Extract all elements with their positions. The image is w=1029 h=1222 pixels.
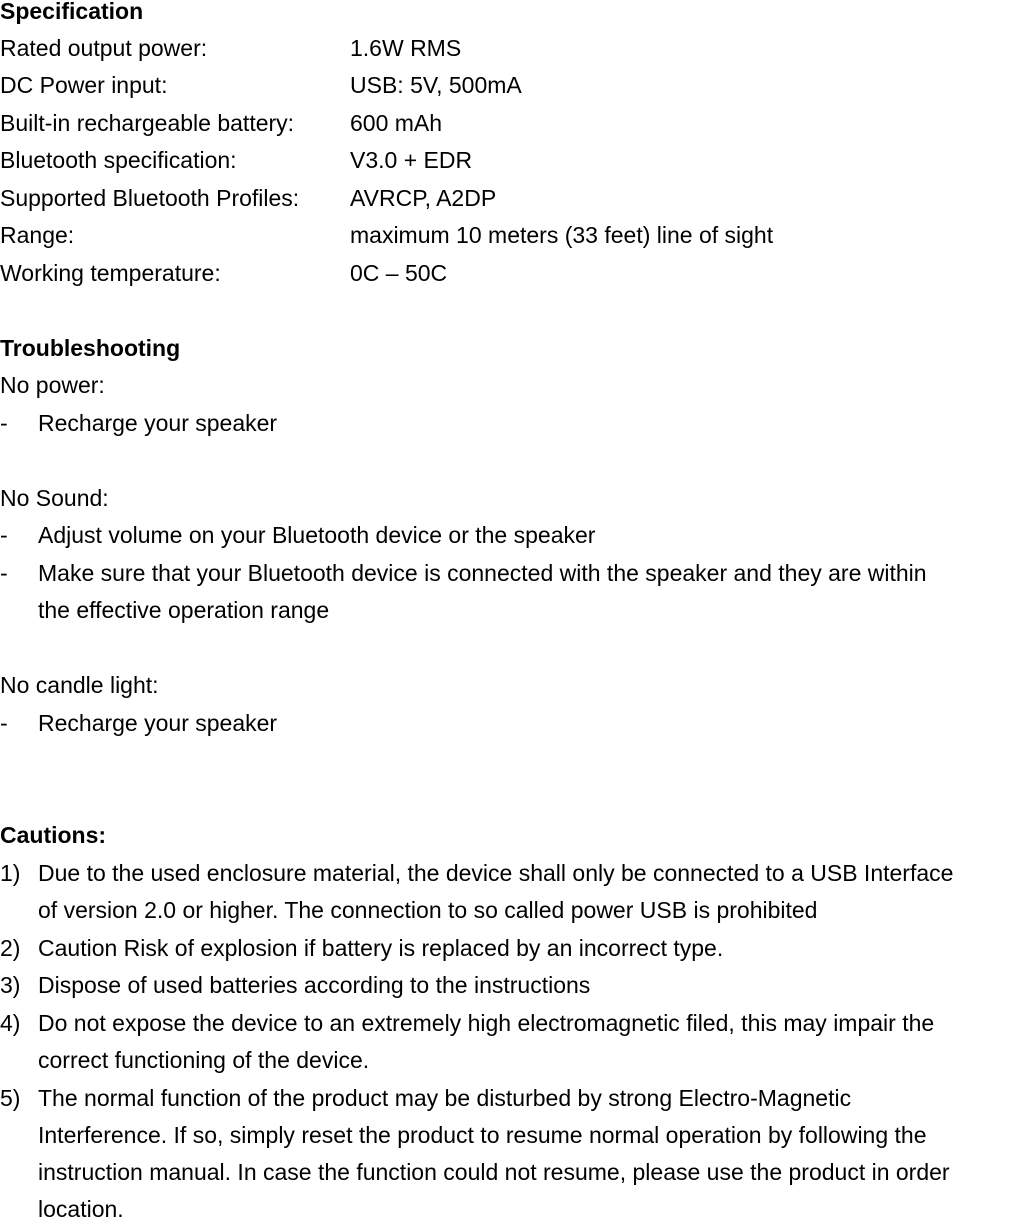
list-marker: -: [0, 522, 8, 548]
cautions-heading: Cautions:: [0, 822, 107, 848]
spec-value: V3.0 + EDR: [350, 147, 473, 173]
list-marker: 3): [0, 972, 21, 998]
spec-row: [0, 262, 221, 285]
spec-row: [0, 74, 167, 97]
list-marker: 1): [0, 860, 21, 886]
caution-item: Dispose of used batteries according to the instructions: [38, 972, 591, 998]
caution-item-continuation: of version 2.0 or higher. The connection to so called power USB is prohibited: [38, 897, 818, 923]
spec-label: Bluetooth specification:: [0, 147, 237, 173]
list-item: Adjust volume on your Bluetooth device or the speaker: [38, 522, 596, 548]
section-title: No candle light:: [0, 672, 159, 698]
spec-value: AVRCP, A2DP: [350, 185, 497, 211]
list-marker: 5): [0, 1085, 21, 1111]
list-marker: 4): [0, 1010, 21, 1036]
caution-item: Caution Risk of explosion if battery is replaced by an incorrect type.: [38, 935, 724, 961]
section-title: No power:: [0, 372, 105, 398]
list-marker: -: [0, 410, 8, 436]
spec-label: Built-in rechargeable battery:: [0, 110, 295, 136]
list-item: Make sure that your Bluetooth device is connected with the speaker and they are within: [38, 560, 927, 586]
spec-row: [0, 187, 299, 210]
caution-item-continuation: instruction manual. In case the function could not resume, please use the product in order: [38, 1159, 950, 1185]
spec-value: maximum 10 meters (33 feet) line of sight: [350, 222, 774, 248]
spec-label: Supported Bluetooth Profiles:: [0, 185, 300, 211]
caution-item: Do not expose the device to an extremely high electromagnetic filed, this may impair the: [38, 1010, 935, 1036]
caution-item: The normal function of the product may be disturbed by strong Electro-Magnetic: [38, 1085, 852, 1111]
list-item-continuation: the effective operation range: [38, 597, 330, 623]
caution-item: Due to the used enclosure material, the device shall only be connected to a USB Interface: [38, 860, 954, 886]
spec-row: [0, 112, 294, 135]
spec-row: [0, 224, 74, 247]
list-item: Recharge your speaker: [38, 710, 278, 736]
spec-value: 600 mAh: [350, 110, 443, 136]
list-marker: -: [0, 560, 8, 586]
list-item: Recharge your speaker: [38, 410, 278, 436]
section-title: No Sound:: [0, 485, 109, 511]
spec-label: Working temperature:: [0, 260, 221, 286]
spec-label: Rated output power:: [0, 35, 208, 61]
list-marker: -: [0, 710, 8, 736]
caution-item-continuation: correct functioning of the device.: [38, 1047, 370, 1073]
specification-heading: Specification: [0, 0, 144, 24]
spec-label: Range:: [0, 222, 75, 248]
caution-item-continuation: Interference. If so, simply reset the product to resume normal operation by following the: [38, 1122, 927, 1148]
spec-value: 0C – 50C: [350, 260, 448, 286]
spec-value: USB: 5V, 500mA: [350, 72, 522, 98]
spec-row: [0, 149, 237, 172]
spec-value: 1.6W RMS: [350, 35, 462, 61]
list-marker: 2): [0, 935, 21, 961]
caution-item-continuation: location.: [38, 1196, 124, 1222]
troubleshooting-heading: Troubleshooting: [0, 335, 181, 361]
spec-label: DC Power input:: [0, 72, 168, 98]
spec-row: [0, 37, 207, 60]
